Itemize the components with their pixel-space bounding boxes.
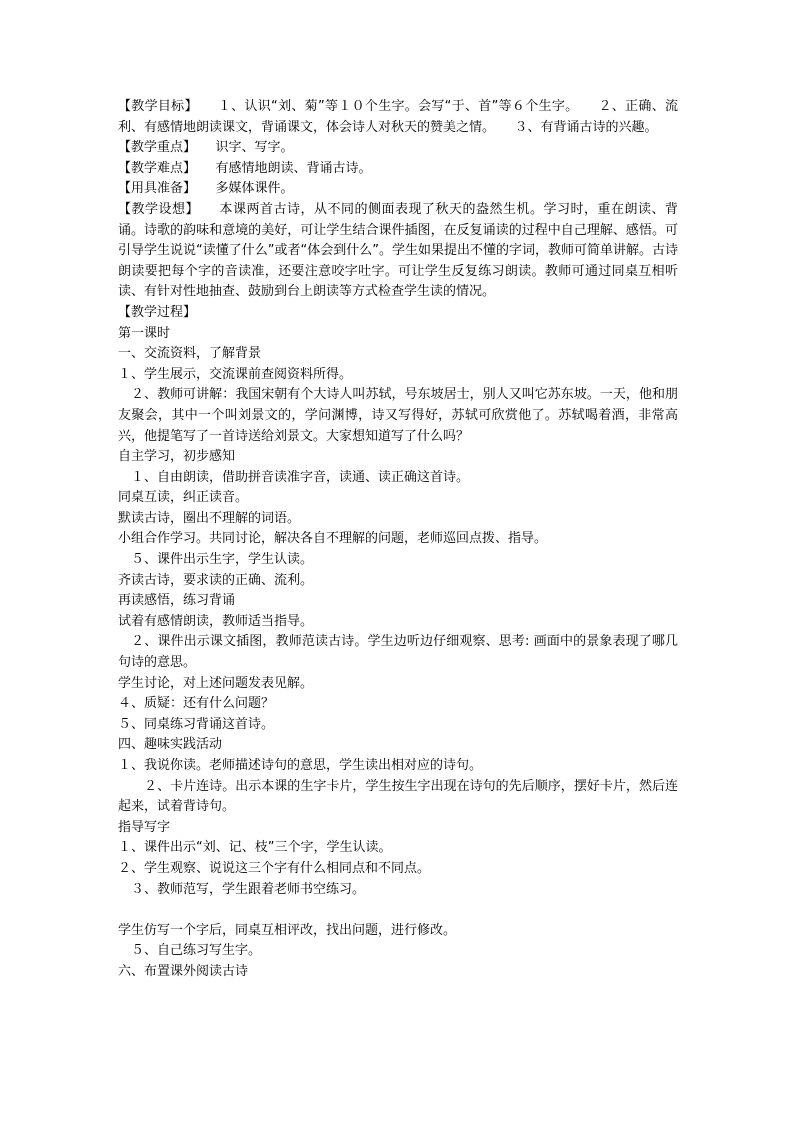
list-item: ２、教师可讲解：我国宋朝有个大诗人叫苏轼，号东坡居士，别人又叫它苏东坡。一天，他和朋友聚会，其中一个叫刘景文的，学问渊博，诗又写得好，苏轼可欣赏他了。苏轼喝着酒，非常高兴，他提笔写了一首诗送给刘景文。大家想知道写了什么吗？ bbox=[118, 387, 678, 444]
list-item: １、课件出示“刘、记、枝”三个字，学生认读。 bbox=[118, 840, 392, 856]
list-item: ５、自己练习写生字。 bbox=[118, 943, 262, 959]
list-item: １、我说你读。老师描述诗句的意思，学生读出相对应的诗句。 bbox=[118, 758, 483, 773]
list-item: 同桌互读，纠正读音。 bbox=[118, 490, 249, 506]
teaching-design: 【教学设想】 本课两首古诗，从不同的侧面表现了秋天的盎然生机。学习时，重在朗读、背诵。诗歌的韵味和意境的美好，可让学生结合课件插图，在反复诵读的过程中自己理解、感悟。可引导学生说说“读懂了什么”或者“体会到什么”。学生如果提出不懂的字词，教师可简单讲解。古诗朗读要把每个字的音读准，还要注意咬字吐字。可让学生反复练习朗读。教师可通过同桌互相听读、有针对性地抽查、鼓励到台上朗读等方式检查学生读的情况。 bbox=[118, 201, 678, 300]
lesson-one-heading: 第一课时 bbox=[118, 325, 171, 341]
section-heading: 六、布置课外阅读古诗 bbox=[118, 963, 249, 979]
materials-preparation: 【用具准备】 多媒体课件。 bbox=[118, 181, 294, 197]
list-item: １、自由朗读，借助拼音读准字音，读通、读正确这首诗。 bbox=[118, 469, 470, 485]
list-item: 默读古诗，圈出不理解的词语。 bbox=[118, 510, 301, 526]
list-item: 小组合作学习。共同讨论，解决各自不理解的问题，老师巡回点拨、指导。 bbox=[118, 531, 548, 547]
list-item: ５、同桌练习背诵这首诗。 bbox=[118, 716, 275, 732]
section-heading: 再读感悟，练习背诵 bbox=[118, 593, 236, 609]
list-item: ３、教师范写，学生跟着老师书空练习。 bbox=[118, 881, 366, 897]
lesson-plan-document bbox=[118, 97, 678, 983]
teaching-goals: 【教学目标】 １、认识“刘、菊”等１０个生字。会写“于、首”等６个生字。 ２、正确、流利、有感情地朗读课文，背诵课文，体会诗人对秋天的赞美之情。 ３、有背诵古诗的兴趣。 bbox=[118, 99, 678, 135]
teaching-difficulties: 【教学难点】 有感情地朗读、背诵古诗。 bbox=[118, 160, 372, 176]
list-item: 学生仿写一个字后，同桌互相评改，找出问题，进行修改。 bbox=[118, 922, 457, 938]
list-item: ２、学生观察、说说这三个字有什么相同点和不同点。 bbox=[118, 860, 431, 876]
list-item: ４、质疑：还有什么问题？ bbox=[118, 696, 275, 712]
list-item: ５、课件出示生字，学生认读。 bbox=[118, 552, 314, 568]
list-item: 齐读古诗，要求读的正确、流利。 bbox=[118, 572, 314, 588]
process-heading: 【教学过程】 bbox=[118, 304, 197, 320]
blank-line bbox=[118, 900, 678, 921]
list-item: 试着有感情朗读，教师适当指导。 bbox=[118, 613, 314, 629]
list-item: １、学生展示，交流课前查阅资料所得。 bbox=[118, 366, 353, 382]
list-item: ２、课件出示课文插图，教师范读古诗。学生边听边仔细观察、思考: 画面中的景象表现了哪几句诗的意思。 bbox=[118, 634, 678, 671]
section-heading: 一、交流资料，了解背景 bbox=[118, 346, 262, 362]
list-item: ２、卡片连诗。出示本课的生字卡片，学生按生字出现在诗句的先后顺序，摆好卡片，然后连起来，试着背诗句。 bbox=[118, 778, 678, 815]
list-item: 学生讨论，对上述问题发表见解。 bbox=[118, 675, 314, 691]
section-heading: 自主学习，初步感知 bbox=[118, 449, 236, 465]
teaching-key-points: 【教学重点】 识字、写字。 bbox=[118, 140, 294, 156]
section-heading: 指导写字 bbox=[118, 819, 171, 835]
section-heading: 四、趣味实践活动 bbox=[118, 737, 223, 753]
